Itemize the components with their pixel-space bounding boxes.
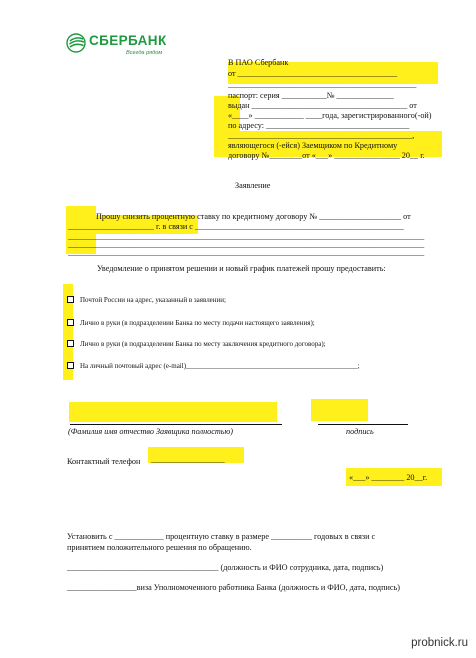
footer-line: Установить с ____________ процентную ставку в размере __________ годовых в связи с <box>67 532 376 541</box>
highlight <box>69 402 277 422</box>
name-caption: (Фамилия имя отчество Заявщика полностью) <box>68 427 234 436</box>
option-checkbox[interactable] <box>67 296 74 303</box>
option-checkbox[interactable] <box>67 340 74 347</box>
addressee-line: В ПАО Сбербанк <box>228 58 289 67</box>
contact-blank: __________________ <box>151 455 225 464</box>
option-checkbox[interactable] <box>67 362 74 369</box>
addressee-line: по адресу: ___________________________________ <box>228 121 410 130</box>
logo-name: СБЕРБАНК <box>89 33 167 48</box>
footer-line: принятием положительного решения по обращению. <box>67 543 252 552</box>
option-label: На личный почтовый адрес (e-mail)_________________________________________________; <box>80 362 360 370</box>
contact-label: Контактный телефон <box>67 457 141 466</box>
body-line: _____________________ г. в связи с ___________________________________________________ <box>68 222 404 231</box>
signature-caption: подпись <box>346 427 374 436</box>
addressee-line: являющегося (-ейся) Заемщиком по Кредитному <box>228 141 398 150</box>
option-label: Лично в руки (в подразделении Банка по месту заключения кредитного договора); <box>80 340 326 348</box>
option-checkbox[interactable] <box>67 319 74 326</box>
footer-line: _____________________________________ (должность и ФИО сотрудника, дата, подпись) <box>67 563 384 572</box>
date-line: «___» ________ 20__г. <box>349 473 428 482</box>
option-label: Почтой России на адрес, указанный в заявлении; <box>80 296 226 304</box>
footer-line: _________________виза Уполномоченного работника Банка (должность и ФИО, дата, подпись) <box>67 583 400 592</box>
body-line: _______________________________________________________________________________________ <box>68 248 425 257</box>
watermark: probnick.ru <box>411 637 468 649</box>
addressee-line: паспорт: серия ___________№ ______________ <box>228 91 394 100</box>
body-line: _______________________________________________________________________________________ <box>68 232 425 241</box>
body-line: Прошу снизить процентную ставку по кредитному договору № ____________________ от <box>96 212 411 221</box>
signature-line <box>318 424 408 425</box>
addressee-line: выдан ______________________________________ от <box>228 101 417 110</box>
addressee-line: от _______________________________________ <box>228 69 398 78</box>
document-title: Заявление <box>235 181 271 190</box>
sberbank-logo-icon <box>66 33 86 53</box>
addressee-line: договору №________от «___» ________________ 20__ г. <box>228 151 425 160</box>
option-label: Лично в руки (в подразделении Банка по месту подачи настоящего заявления); <box>80 319 315 327</box>
addressee-line: «____» ____________ ____года, зарегистрированного(-ой) <box>228 111 432 120</box>
addressee-line: ______________________________________________ <box>228 80 417 89</box>
notice-heading: Уведомление о принятом решении и новый график платежей прошу предоставить: <box>97 264 386 273</box>
body-line: _______________________________________________________________________________________ <box>68 240 425 249</box>
logo-slogan: Всегда рядом <box>126 50 163 56</box>
name-line <box>70 424 282 425</box>
addressee-line: _____________________________________________, <box>228 131 415 140</box>
highlight <box>311 399 368 421</box>
